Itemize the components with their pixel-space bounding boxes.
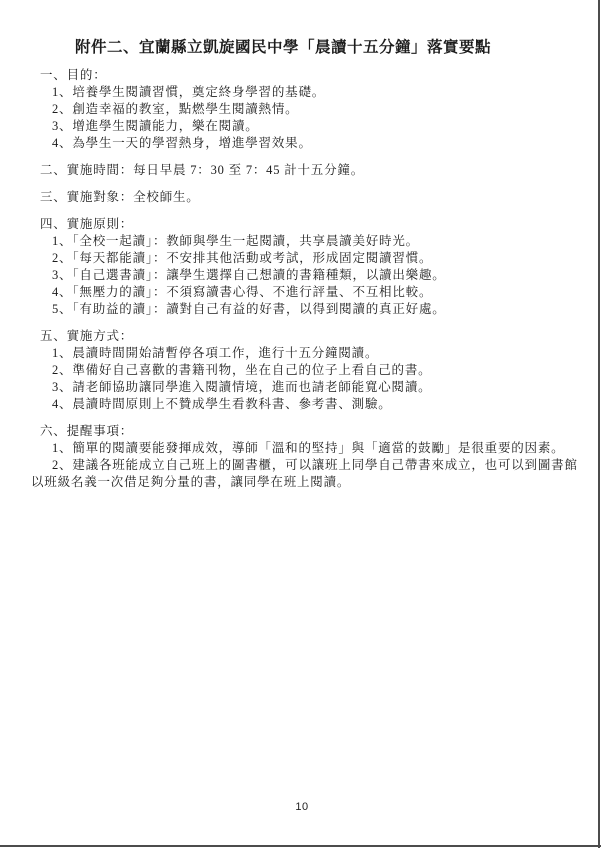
scan-edge-bottom-line — [0, 845, 601, 847]
list-item: 3、「自己選書讀」：讓學生選擇自己想讀的書籍種類，以讀出樂趣。 — [52, 268, 446, 282]
section-target — [31, 189, 588, 206]
list-item: 2、建議各班能成立自己班上的圖書櫃，可以讓班上同學自己帶書來成立，也可以到圖書館以班級名義一次借足夠分量的書，讓同學在班上閱讀。 — [31, 458, 578, 489]
section-time — [31, 162, 588, 179]
list-item: 2、「每天都能讀」：不安排其他活動或考試，形成固定閱讀習慣。 — [52, 251, 433, 265]
list-item: 1、培養學生閱讀習慣，奠定終身學習的基礎。 — [52, 85, 326, 99]
list-item: 2、創造幸福的教室，點燃學生閱讀熱情。 — [52, 102, 299, 116]
section-heading: 一、目的： — [40, 68, 107, 82]
section-heading: 六、提醒事項： — [40, 424, 134, 438]
list-item: 4、「無壓力的讀」：不須寫讀書心得、不進行評量、不互相比較。 — [52, 285, 433, 299]
page-number: 10 — [295, 801, 309, 813]
list-item: 4、為學生一天的學習熱身，增進學習效果。 — [52, 136, 312, 150]
list-item: 1、「全校一起讀」：教師與學生一起閱讀，共享晨讀美好時光。 — [52, 234, 419, 248]
list-item: 1、簡單的閱讀要能發揮成效，導師「溫和的堅持」與「適當的鼓勵」是很重要的因素。 — [52, 441, 565, 455]
list-item: 3、請老師協助讓同學進入閱讀情境，進而也請老師能寬心閱讀。 — [52, 380, 432, 394]
list-item: 1、晨讀時間開始請暫停各項工作，進行十五分鐘閱讀。 — [52, 346, 379, 360]
section-heading: 四、實施原則： — [40, 217, 134, 231]
section-purpose — [31, 67, 588, 152]
document-content — [31, 38, 588, 501]
section-methods — [31, 328, 588, 413]
list-item: 2、準備好自己喜歡的書籍刊物，坐在自己的位子上看自己的書。 — [52, 363, 432, 377]
scan-edge-right-line — [598, 0, 600, 848]
section-heading: 二、實施時間：每日早晨 7：30 至 7：45 計十五分鐘。 — [40, 163, 365, 177]
section-heading: 五、實施方式： — [40, 329, 134, 343]
document-title: 附件二、宜蘭縣立凱旋國民中學「晨讀十五分鐘」落實要點 — [75, 39, 492, 56]
list-item: 3、增進學生閱讀能力，樂在閱讀。 — [52, 119, 259, 133]
section-principles — [31, 216, 588, 318]
section-heading: 三、實施對象：全校師生。 — [40, 190, 200, 204]
list-item: 5、「有助益的讀」：讀對自己有益的好書，以得到閱讀的真正好處。 — [52, 302, 446, 316]
section-reminders — [31, 423, 588, 491]
list-item: 4、晨讀時間原則上不贊成學生看教科書、參考書、測驗。 — [52, 397, 392, 411]
